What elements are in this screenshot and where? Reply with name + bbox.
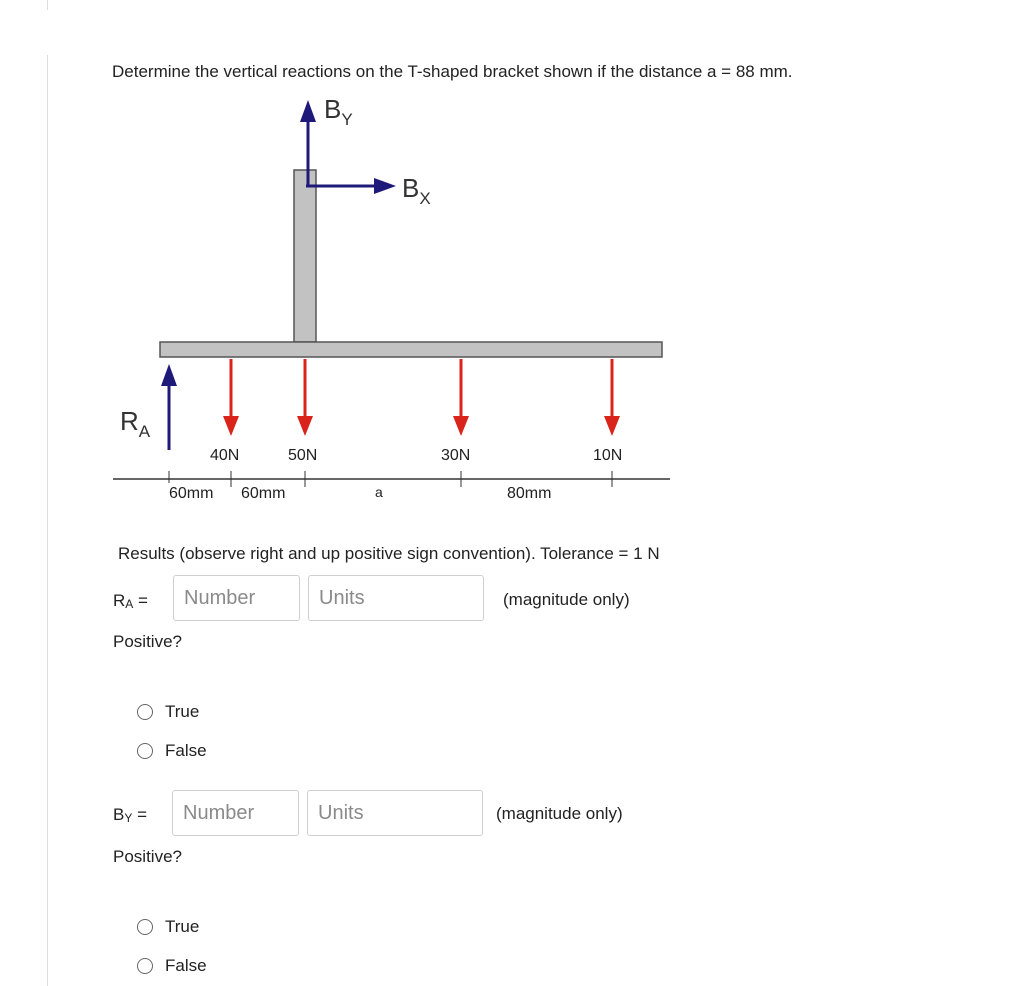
load-label-10n: 10N: [593, 447, 623, 464]
dimension-label-60mm-a: 60mm: [169, 485, 214, 502]
radio-circle[interactable]: [137, 958, 153, 974]
ra-arrow: [161, 364, 177, 450]
by-option-false-label: False: [165, 956, 207, 975]
load-label-50n: 50N: [288, 447, 318, 464]
radio-circle[interactable]: [137, 743, 153, 759]
bx-arrow: [306, 178, 396, 194]
by-magnitude-hint: (magnitude only): [496, 804, 623, 823]
ra-units-input[interactable]: [308, 575, 484, 621]
ra-answer-label: $R_A$ =: [113, 591, 148, 611]
ra-number-input[interactable]: [173, 575, 300, 621]
by-label: $B_Y$: [324, 94, 353, 129]
load-arrow-10n: [604, 359, 620, 436]
by-positive-question: Positive?: [113, 847, 182, 866]
by-option-true[interactable]: [137, 917, 199, 937]
dimension-label-80mm: 80mm: [507, 485, 552, 502]
bracket-stem: [294, 170, 316, 342]
ra-option-false-label: False: [165, 741, 207, 760]
dimension-label-60mm-b: 60mm: [241, 485, 286, 502]
radio-circle[interactable]: [137, 919, 153, 935]
load-arrow-40n: [223, 359, 239, 436]
by-number-input[interactable]: [172, 790, 299, 836]
ra-option-true[interactable]: [137, 702, 199, 722]
load-label-30n: 30N: [441, 447, 471, 464]
by-answer-label: $B_Y$ =: [113, 805, 148, 825]
ra-magnitude-hint: (magnitude only): [503, 590, 630, 609]
ra-option-true-label: True: [165, 702, 200, 721]
by-option-false[interactable]: [137, 956, 207, 976]
dimension-label-a: a: [375, 484, 383, 500]
ra-positive-question: Positive?: [113, 632, 182, 651]
load-label-40n: 40N: [210, 447, 240, 464]
load-arrow-50n: [297, 359, 313, 436]
by-option-true-label: True: [165, 917, 200, 936]
question-text: Determine the vertical reactions on the T-shaped bracket shown if the distance a = 88 mm.: [112, 62, 793, 81]
ra-label: $R_A$: [120, 406, 151, 441]
load-arrow-30n: [453, 359, 469, 436]
ra-option-false[interactable]: [137, 741, 207, 761]
bx-label: $B_X$: [402, 173, 431, 208]
radio-circle[interactable]: [137, 704, 153, 720]
results-note: Results (observe right and up positive sign convention). Tolerance = 1 N: [118, 544, 660, 563]
by-units-input[interactable]: [307, 790, 483, 836]
bracket-bar: [160, 342, 662, 357]
